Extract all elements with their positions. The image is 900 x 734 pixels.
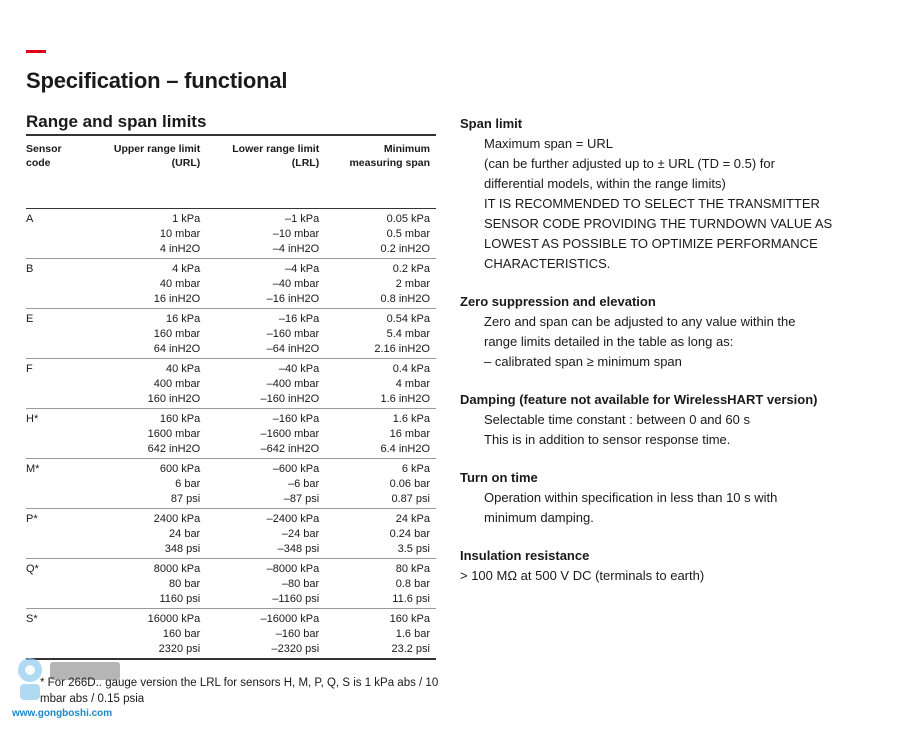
upper-range-limit: 8000 kPa 80 bar 1160 psi [153,563,201,605]
sensor-code: A [26,213,34,225]
lower-range-limit: –1 kPa –10 mbar –4 inH2O [272,213,320,255]
minimum-span: 0.05 kPa 0.5 mbar 0.2 inH2O [380,213,430,255]
lower-range-limit: –2400 kPa –24 bar –348 psi [266,513,320,555]
turn-on-time-body: Operation within specification in less than 10 s with minimum damping. [484,490,778,525]
upper-range-limit: 600 kPa 6 bar 87 psi [159,463,201,505]
lower-range-limit: –8000 kPa –80 bar –1160 psi [266,563,320,605]
minimum-span: 0.2 kPa 2 mbar 0.8 inH2O [380,263,430,305]
span-limit-section [460,114,880,274]
upper-range-limit: 4 kPa 40 mbar 16 inH2O [153,263,201,305]
table-row [26,509,436,559]
table-row [26,209,436,259]
table-row [26,259,436,309]
minimum-span: 0.54 kPa 5.4 mbar 2.16 inH2O [374,313,430,355]
minimum-span: 80 kPa 0.8 bar 11.6 psi [392,563,430,605]
lower-range-limit: –600 kPa –6 bar –87 psi [272,463,320,505]
table-row [26,409,436,459]
upper-range-limit: 1 kPa 10 mbar 4 inH2O [159,213,201,255]
table-row [26,359,436,409]
minimum-span: 6 kPa 0.06 bar 0.87 psi [389,463,430,505]
span-limit-body: Maximum span = URL (can be further adjusted up to ± URL (TD = 0.5) for differential models, within the range limits) IT IS RECOMMENDED TO SELECT THE TRANSMITTER SENSOR CODE PROVIDING THE TURNDOWN VALUE AS LOWEST AS POSSIBLE TO OPTIMIZE PERFORMANCE CHARACTERISTICS. [484,136,833,271]
damping-body: Selectable time constant : between 0 and 60 s This is in addition to sensor response time. [484,412,750,447]
table-header-row [26,135,436,209]
sensor-code: M* [26,463,40,475]
upper-range-limit: 160 kPa 1600 mbar 642 inH2O [147,413,201,455]
watermark-site: www.gongboshi.com [12,708,113,719]
minimum-span: 1.6 kPa 16 mbar 6.4 inH2O [380,413,430,455]
sensor-code: Q* [26,563,39,575]
lower-range-limit: –16000 kPa –160 bar –2320 psi [260,613,320,655]
upper-range-limit: 16000 kPa 160 bar 2320 psi [147,613,201,655]
insulation-section [460,546,880,586]
damping-heading: Damping (feature not available for WirelessHART version) [460,392,818,407]
zero-suppression-heading: Zero suppression and elevation [460,294,656,309]
accent-bar [26,50,46,53]
upper-range-limit: 40 kPa 400 mbar 160 inH2O [147,363,201,405]
range-span-table [26,134,436,660]
table-row [26,309,436,359]
upper-range-limit: 2400 kPa 24 bar 348 psi [153,513,201,555]
table-row [26,459,436,509]
insulation-heading: Insulation resistance [460,548,590,563]
lower-range-limit: –160 kPa –1600 mbar –642 inH2O [260,413,320,455]
turn-on-time-heading: Turn on time [460,470,538,485]
sensor-code: S* [26,613,38,625]
sensor-code: P* [26,513,38,525]
minimum-span: 160 kPa 1.6 bar 23.2 psi [389,613,430,655]
header-url: Upper range limit (URL) [88,135,206,209]
sensor-code: B [26,263,34,275]
span-limit-heading: Span limit [460,116,523,131]
page-title: Specification – functional [26,68,288,93]
table-footnote: * For 266D.. gauge version the LRL for sensors H, M, P, Q, S is 1 kPa abs / 10 mbar abs / 0.15 psia [40,677,439,705]
sensor-code: H* [26,413,39,425]
minimum-span: 24 kPa 0.24 bar 3.5 psi [389,513,430,555]
right-column [460,114,880,604]
upper-range-limit: 16 kPa 160 mbar 64 inH2O [153,313,201,355]
header-lrl: Lower range limit (LRL) [206,135,325,209]
lower-range-limit: –40 kPa –400 mbar –160 inH2O [260,363,320,405]
section-title: Range and span limits [26,112,207,131]
turn-on-time-section [460,468,880,528]
minimum-span: 0.4 kPa 4 mbar 1.6 inH2O [380,363,430,405]
sensor-code: E [26,313,34,325]
zero-suppression-body: Zero and span can be adjusted to any value within the range limits detailed in the table as long as: – calibrated span ≥ minimum span [484,314,796,369]
damping-section [460,390,880,450]
header-min-span: Minimum measuring span [325,135,436,209]
insulation-body: > 100 MΩ at 500 V DC (terminals to earth) [460,568,705,583]
header-sensor-code: Sensor code [26,135,88,209]
lower-range-limit: –4 kPa –40 mbar –16 inH2O [266,263,320,305]
table-row [26,559,436,609]
sensor-code: F [26,363,33,375]
lower-range-limit: –16 kPa –160 mbar –64 inH2O [266,313,320,355]
zero-suppression-section [460,292,880,372]
